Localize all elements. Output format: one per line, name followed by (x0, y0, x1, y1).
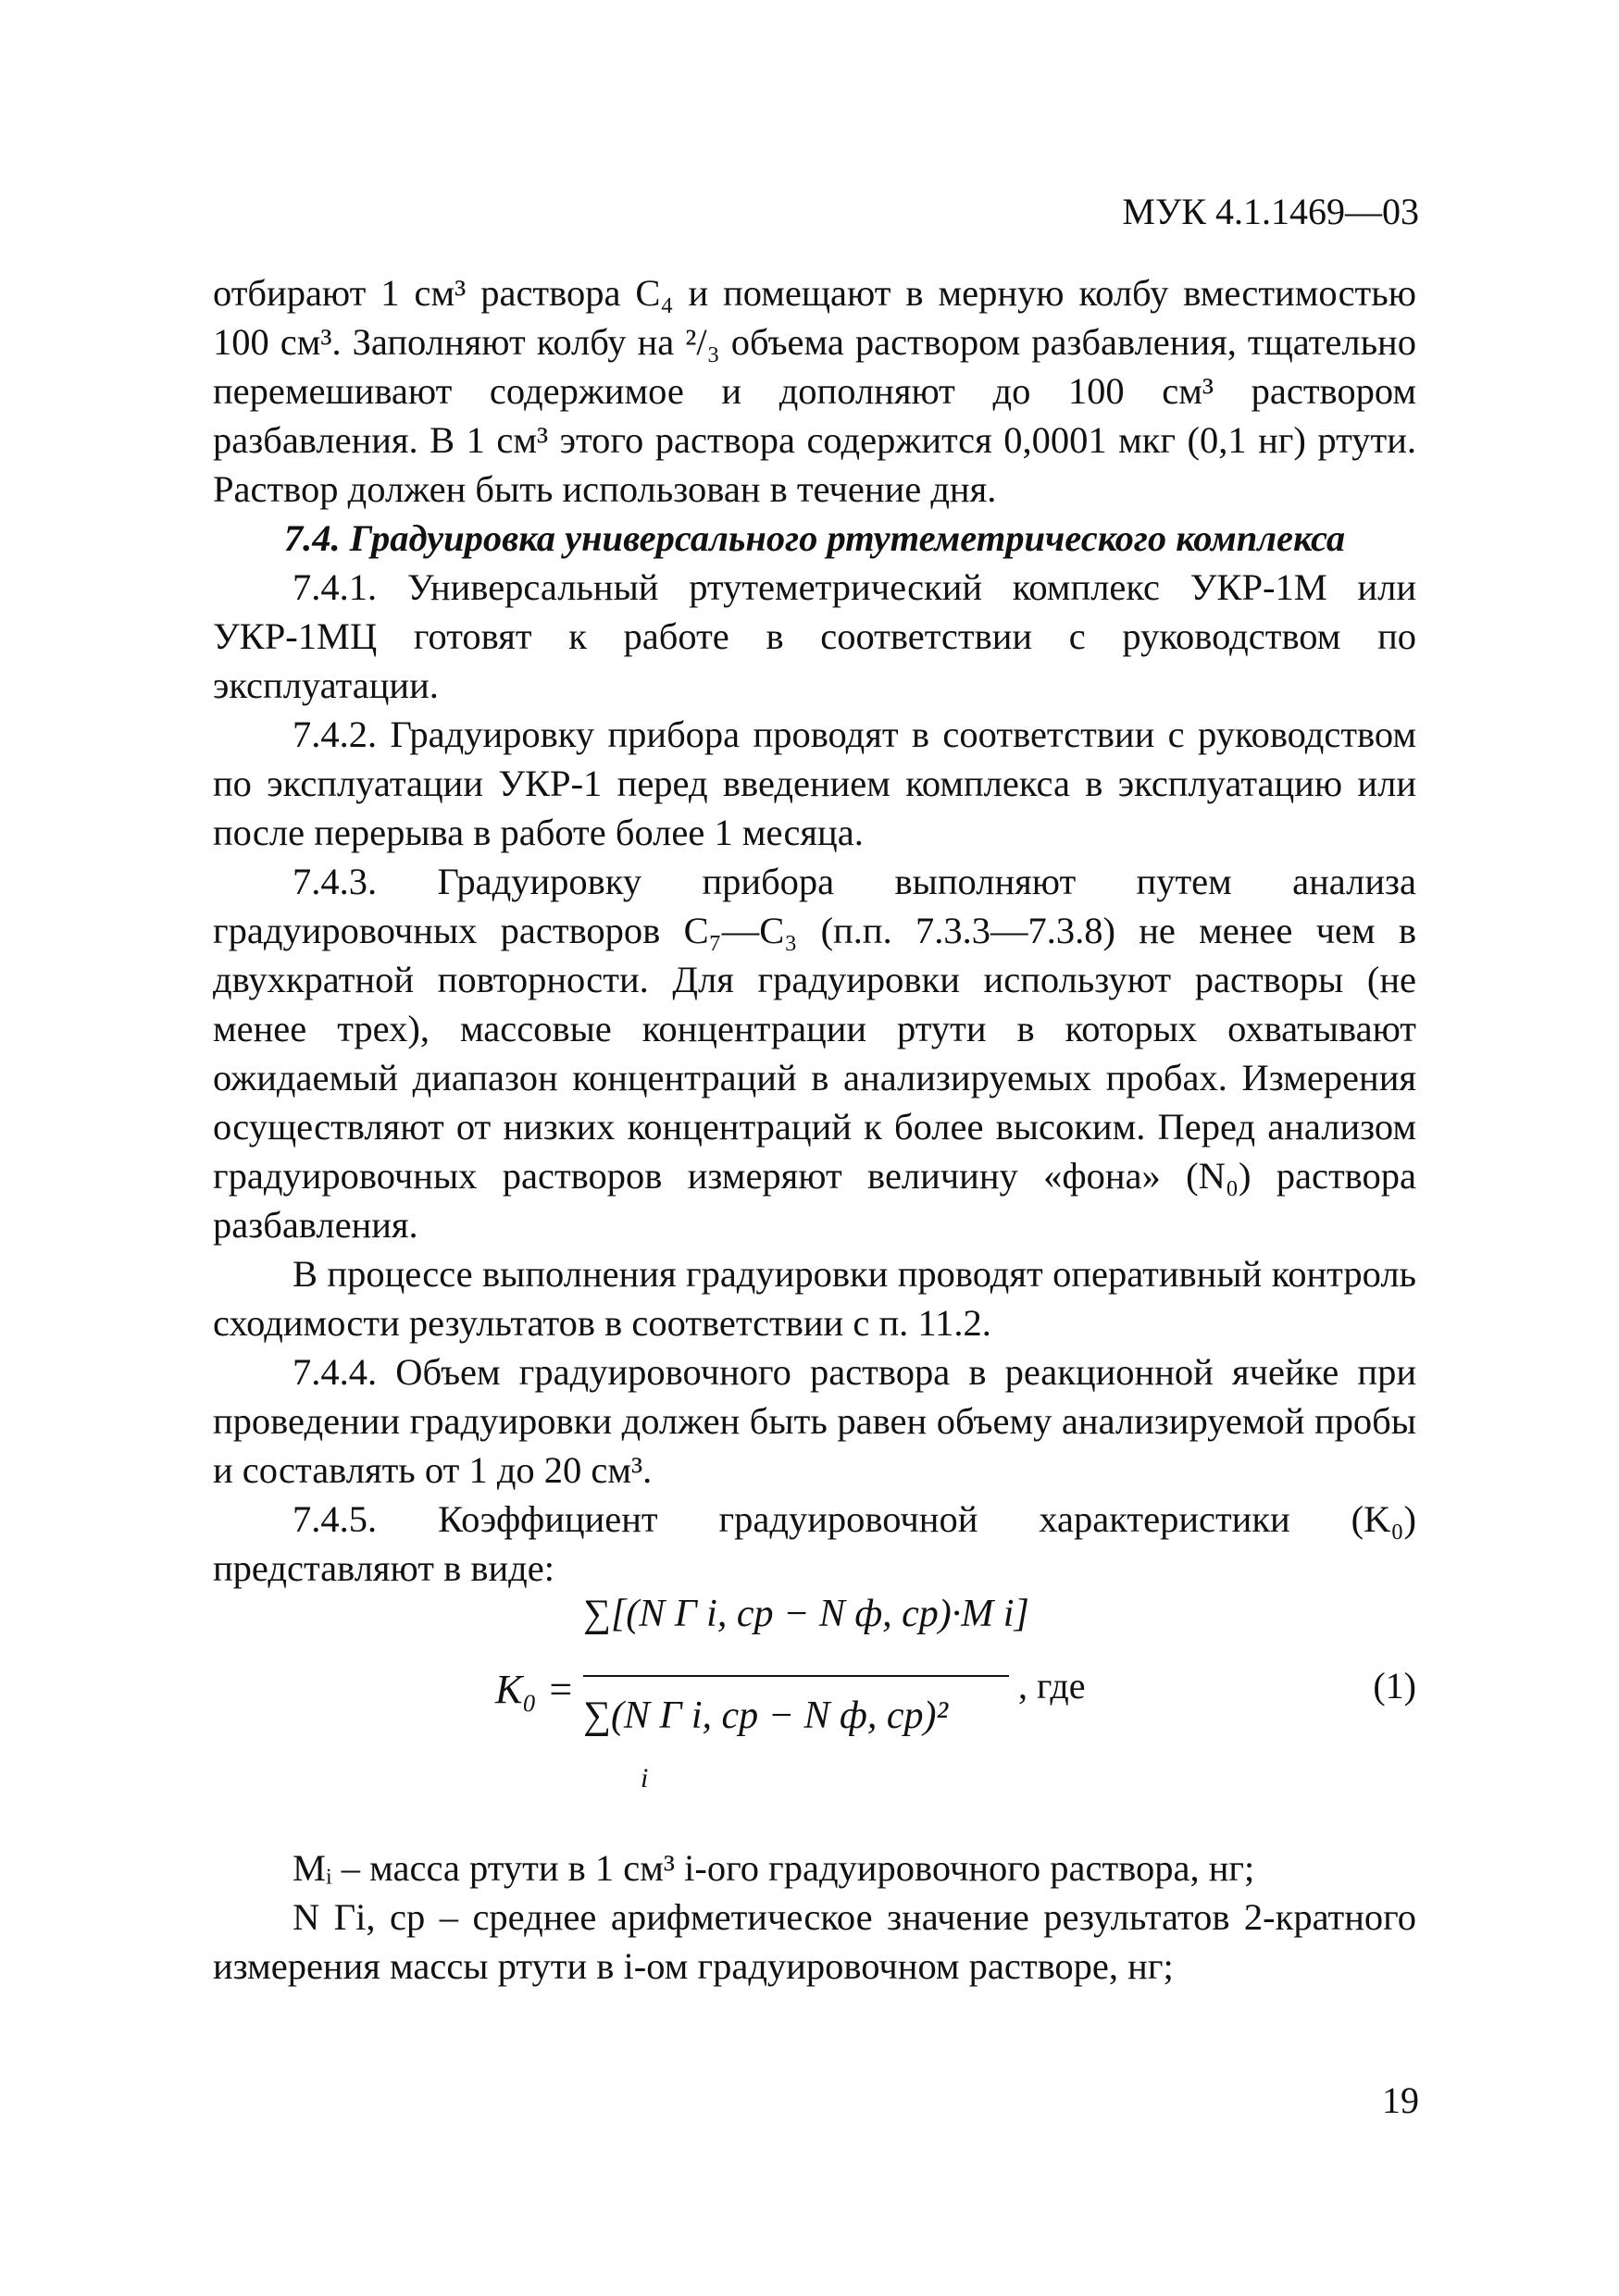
sum-index: i (641, 1763, 649, 1793)
paragraph-7-4-1: 7.4.1. Универсальный ртутеметрический комплекс УКР-1М или УКР-1МЦ готовят к работе в соответствии с руководством по эксплуатации. (213, 566, 1416, 706)
fraction-bar (583, 1675, 1009, 1677)
definition-ngi: N Гi, ср – среднее арифметическое значение результатов 2-кратного измерения массы ртути в i-ом градуировочном растворе, нг; (213, 1896, 1416, 1987)
formula-lhs: K₀ = (495, 1667, 575, 1712)
page-number: 19 (1382, 2079, 1419, 2121)
paragraph-7-4-4: 7.4.4. Объем градуировочного раствора в реакционной ячейке при проведении градуировки должен быть равен объему анализируемой пробы и составлять от 1 до 20 см³. (213, 1351, 1416, 1491)
paragraph-7-4-2: 7.4.2. Градуировку прибора проводят в соответствии с руководством по эксплуатации УКР-1 перед введением комплекса в эксплуатацию или после перерыва в работе более 1 месяца. (213, 714, 1416, 853)
formula-numerator: ∑[(N Г i, ср − N ф, ср)·M i] (583, 1593, 1029, 1635)
formula-denominator: ∑(N Г i, ср − N ф, ср)² (583, 1694, 949, 1737)
paragraph-7-4-3-control: В процессе выполнения градуировки проводят оперативный контроль сходимости результатов в соответствии с п. 11.2. (213, 1253, 1416, 1344)
formula-number: (1) (1373, 1665, 1416, 1706)
definition-mi: Mᵢ – масса ртути в 1 см³ i-ого градуировочного раствора, нг; (293, 1847, 1255, 1889)
paragraph-continuation: отбирают 1 см³ раствора C₄ и помещают в мерную колбу вместимостью 100 см³. Заполняют колбу на ²/₃ объема раствором разбавления, тщательно перемешивают содержимое и дополняют до 100 см³ раствором разбавления. В 1 см³ этого раствора содержится 0,0001 мкг (0,1 нг) ртути. Раствор должен быть использован в течение дня. (213, 272, 1416, 510)
document-code: МУК 4.1.1469—03 (1122, 191, 1419, 232)
section-heading: 7.4. Градуировка универсального ртутеметрического комплекса (283, 517, 1346, 559)
formula-k0 (213, 1592, 1416, 1805)
paragraph-7-4-3: 7.4.3. Градуировку прибора выполняют путем анализа градуировочных растворов C₇—C₃ (п.п. 7.3.3—7.3.8) не менее чем в двухкратной повторности. Для градуировки используют растворы (не менее трех), массовые концентрации ртути в которых охватывают ожидаемый диапазон концентраций в анализируемых пробах. Измерения осуществляют от низких концентраций к более высоким. Перед анализом градуировочных растворов измеряют величину «фона» (N₀) раствора разбавления. (213, 861, 1416, 1246)
paragraph-7-4-5: 7.4.5. Коэффициент градуировочной характеристики (K₀) представляют в виде: (213, 1498, 1416, 1589)
main-text (213, 268, 1416, 1593)
formula-suffix: , где (1018, 1665, 1086, 1706)
formula-definitions (213, 1843, 1416, 1991)
